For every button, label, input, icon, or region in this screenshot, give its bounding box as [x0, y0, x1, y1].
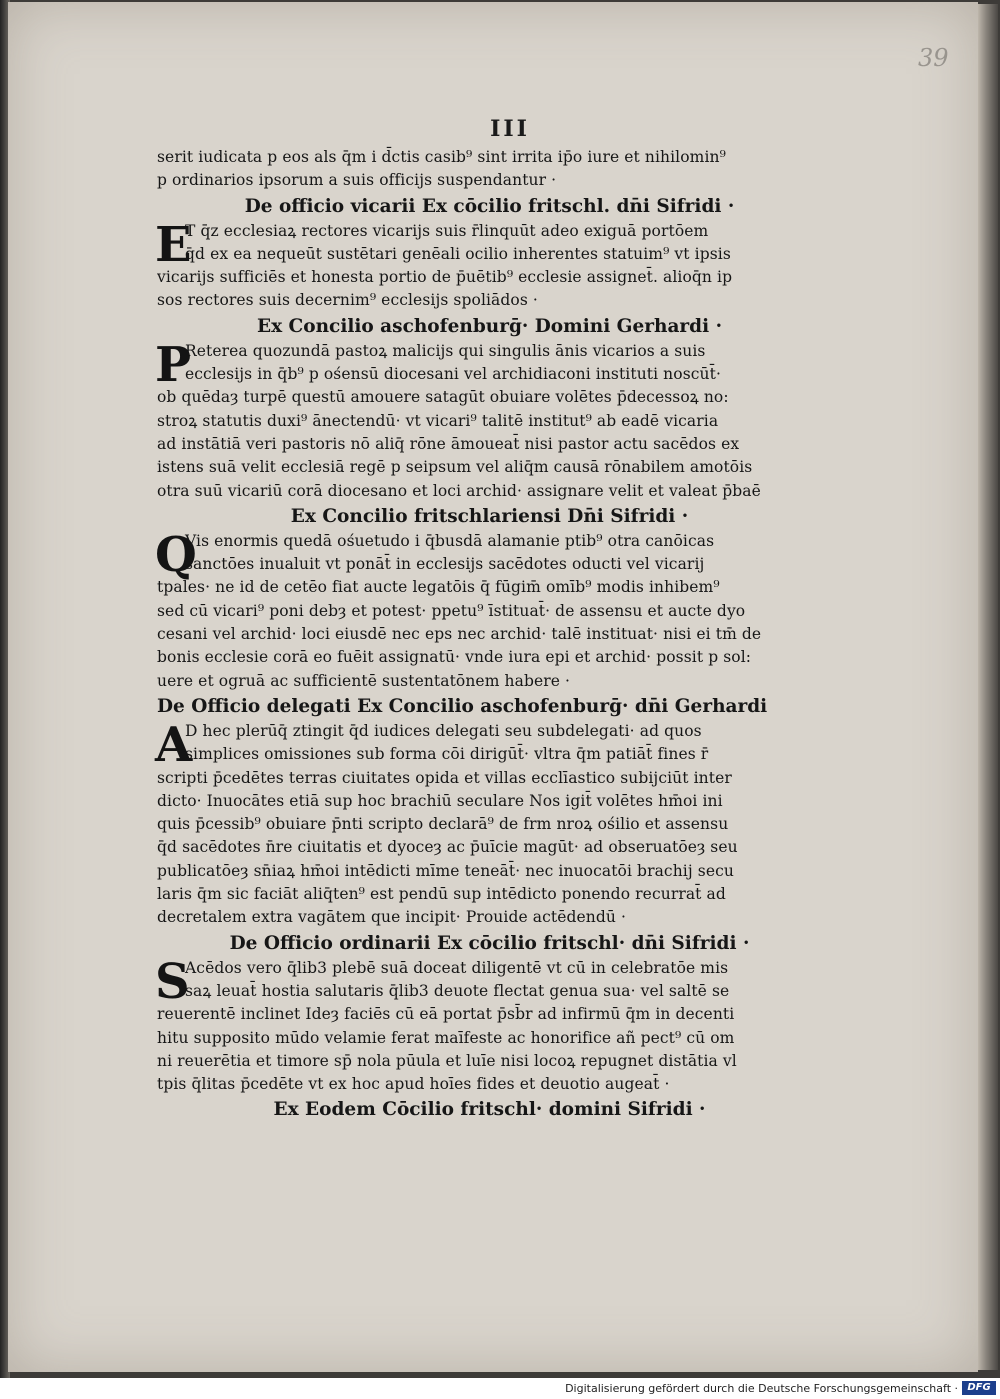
text-line: p ordinarios ipsorum a suis officijs suspendantur · [157, 171, 557, 190]
section-heading: De officio vicarii Ex cōcilio fritschl. dn̄i Sifridi · [244, 195, 735, 217]
initial-capital: Q [155, 526, 197, 583]
text-line: Acēdos vero q̄lib3 plebē suā doceat diligentē vt cū in celebratōe mis [185, 958, 729, 977]
text-line: saꝝ leuat̄ hostia salutaris q̄lib3 deuote flectat genua sua· vel saltē se [185, 981, 730, 1000]
initial-capital: P [155, 336, 192, 393]
section-heading: De Officio ordinarii Ex cōcilio fritschl· dn̄i Sifridi · [229, 932, 750, 954]
paragraph [155, 953, 822, 1097]
folio-mark: 39 [918, 44, 949, 72]
text-line: ecclesijs in q̄b⁹ p ośensū diocesani vel archidiaconi instituti noscūt̄· [185, 365, 721, 384]
text-line: cesani vel archid· loci eiusdē nec eps nec archid· talē instituat· nisi ei tm̄ de [157, 625, 762, 644]
text-line: ad instātiā veri pastoris nō aliq̄ rōne āmoueat̄ nisi pastor actu sacēdos ex [157, 434, 740, 453]
page-edge [978, 4, 998, 1370]
text-line: Reterea quozundā pastoꝝ malicijs qui singulis ānis vicarios a suis [185, 341, 706, 360]
initial-capital: A [155, 716, 193, 773]
text-line: simplices omissiones sub forma cōi dirigūt̄· vltra q̄m patiāt̄ fines r̄ [185, 745, 709, 764]
text-block [157, 146, 822, 1123]
text-line: tpales· ne id de cetēo fiat aucte legatōis q̄ fūgim̄ omīb⁹ modis inhibem⁹ [157, 578, 720, 597]
text-line: serit iudicata p eos als q̄m i d̄ctis casib⁹ sint irrita ip̄o iure et nihilomin⁹ [157, 148, 726, 166]
text-line: ob quēdaȝ turpē questū amouere satagūt obuiare volētes p̄decessoꝝ no: [157, 388, 729, 407]
text-line: q̄d ex ea nequeūt sustētari genēali ocilio inherentes statuim⁹ vt ipsis [185, 244, 731, 263]
text-line: T q̄z ecclesiaꝝ rectores vicarijs suis r̄linquūt adeo exiguā portōem [185, 221, 709, 240]
text-line: stroꝝ statutis duxi⁹ ānectendū· vt vicari⁹ talitē institut⁹ ab eadē vicaria [157, 411, 719, 430]
dfg-logo[interactable]: DFG [962, 1381, 996, 1395]
text-line: hitu supposito mūdo velamie ferat maīfeste ac honorifice añ pect⁹ cū om [157, 1028, 735, 1047]
footer-credit: Digitalisierung gefördert durch die Deutsche Forschungsgemeinschaft · [565, 1382, 958, 1395]
text-line: uere et ogruā ac sufficientē sustentatōnem habere · [157, 671, 571, 690]
text-line: quis p̄cessib⁹ obuiare p̄nti scripto declarā⁹ de frm nroꝝ ośilio et assensu [157, 815, 729, 834]
section-heading: Ex Concilio aschofenburḡ· Domini Gerhardi · [256, 315, 723, 337]
text-line: decretalem extra vagātem que incipit· Prouide actēdendū · [157, 908, 627, 927]
section-heading: Ex Concilio fritschlariensi Dn̄i Sifridi · [290, 505, 689, 527]
text-line: sed cū vicari⁹ poni debȝ et potest· ppetu⁹ īstituat̄· de assensu et aucte dyo [157, 601, 746, 620]
footer-bar [0, 1378, 1000, 1399]
section-heading: Ex Eodem Cōcilio fritschl· domini Sifridi · [273, 1099, 706, 1121]
text-line: reuerentē inclinet Ideȝ faciēs cū eā portat p̄sb̄r ad infirmū q̄m in decenti [157, 1005, 735, 1024]
paragraph [155, 716, 822, 930]
signature-mark: III [490, 116, 530, 142]
text-line: laris q̄m sic faciāt aliq̄ten⁹ est pendū sup intēdicto ponendo recurrat̄ ad [157, 885, 726, 904]
text-line: Vis enormis quedā ośuetudo i q̄busdā alamanie ptib⁹ otra canōicas [185, 531, 715, 550]
text-line: sos rectores suis decernim⁹ ecclesijs spoliādos · [157, 291, 538, 310]
text-line: istens suā velit ecclesiā regē p seipsum vel aliq̄m causā rōnabilem amotōis [157, 458, 753, 477]
text-line: dicto· Inuocātes etiā sup hoc brachiū seculare Nos igit̄ volētes hm̄oi ini [157, 791, 723, 810]
text-line: scripti p̄cedētes terras ciuitates opida et villas ecclīastico subijciūt inter [157, 768, 732, 787]
text-line: bonis ecclesie corā eo fuēit assignatū· vnde iura epi et archid· possit p sol: [157, 648, 752, 667]
text-line: publicatōeȝ sn̄iaꝝ hm̄oi intēdicti mīme teneāt̄· nec inuocatōi brachij secu [157, 861, 734, 880]
text-line: vicarijs sufficiēs et honesta portio de p̄uētib⁹ ecclesie assignet̄. alioq̄n ip [157, 268, 733, 287]
paragraph [155, 216, 822, 313]
initial-capital: E [155, 216, 192, 273]
text-line: q̄d sacēdotes n̄re ciuitatis et dyoceȝ ac p̄uīcie magūt· ad obseruatōeȝ seu [157, 838, 738, 857]
text-line: otra suū vicariū corā diocesano et loci archid· assignare velit et valeat p̄baē [157, 481, 761, 500]
text-line: D hec plerūq̄ ztingit q̄d iudices delegati seu subdelegati· ad quos [185, 721, 702, 740]
initial-capital: S [155, 953, 190, 1010]
paragraph [155, 336, 822, 503]
text-line: ni reuerētia et timore sp̄ nola pūula et luīe nisi locoꝝ repugnet distātia vl [157, 1051, 737, 1070]
section-heading: De Officio delegati Ex Concilio aschofenburḡ· dn̄i Gerhardi [157, 695, 768, 717]
text-line: tpis q̄litas p̄cedēte vt ex hoc apud hoīes fides et deuotio augeat̄ · [157, 1075, 670, 1094]
paragraph [155, 526, 822, 693]
text-line: sanctōes inualuit vt ponāt̄ in ecclesijs sacēdotes oducti vel vicarij [185, 555, 705, 574]
